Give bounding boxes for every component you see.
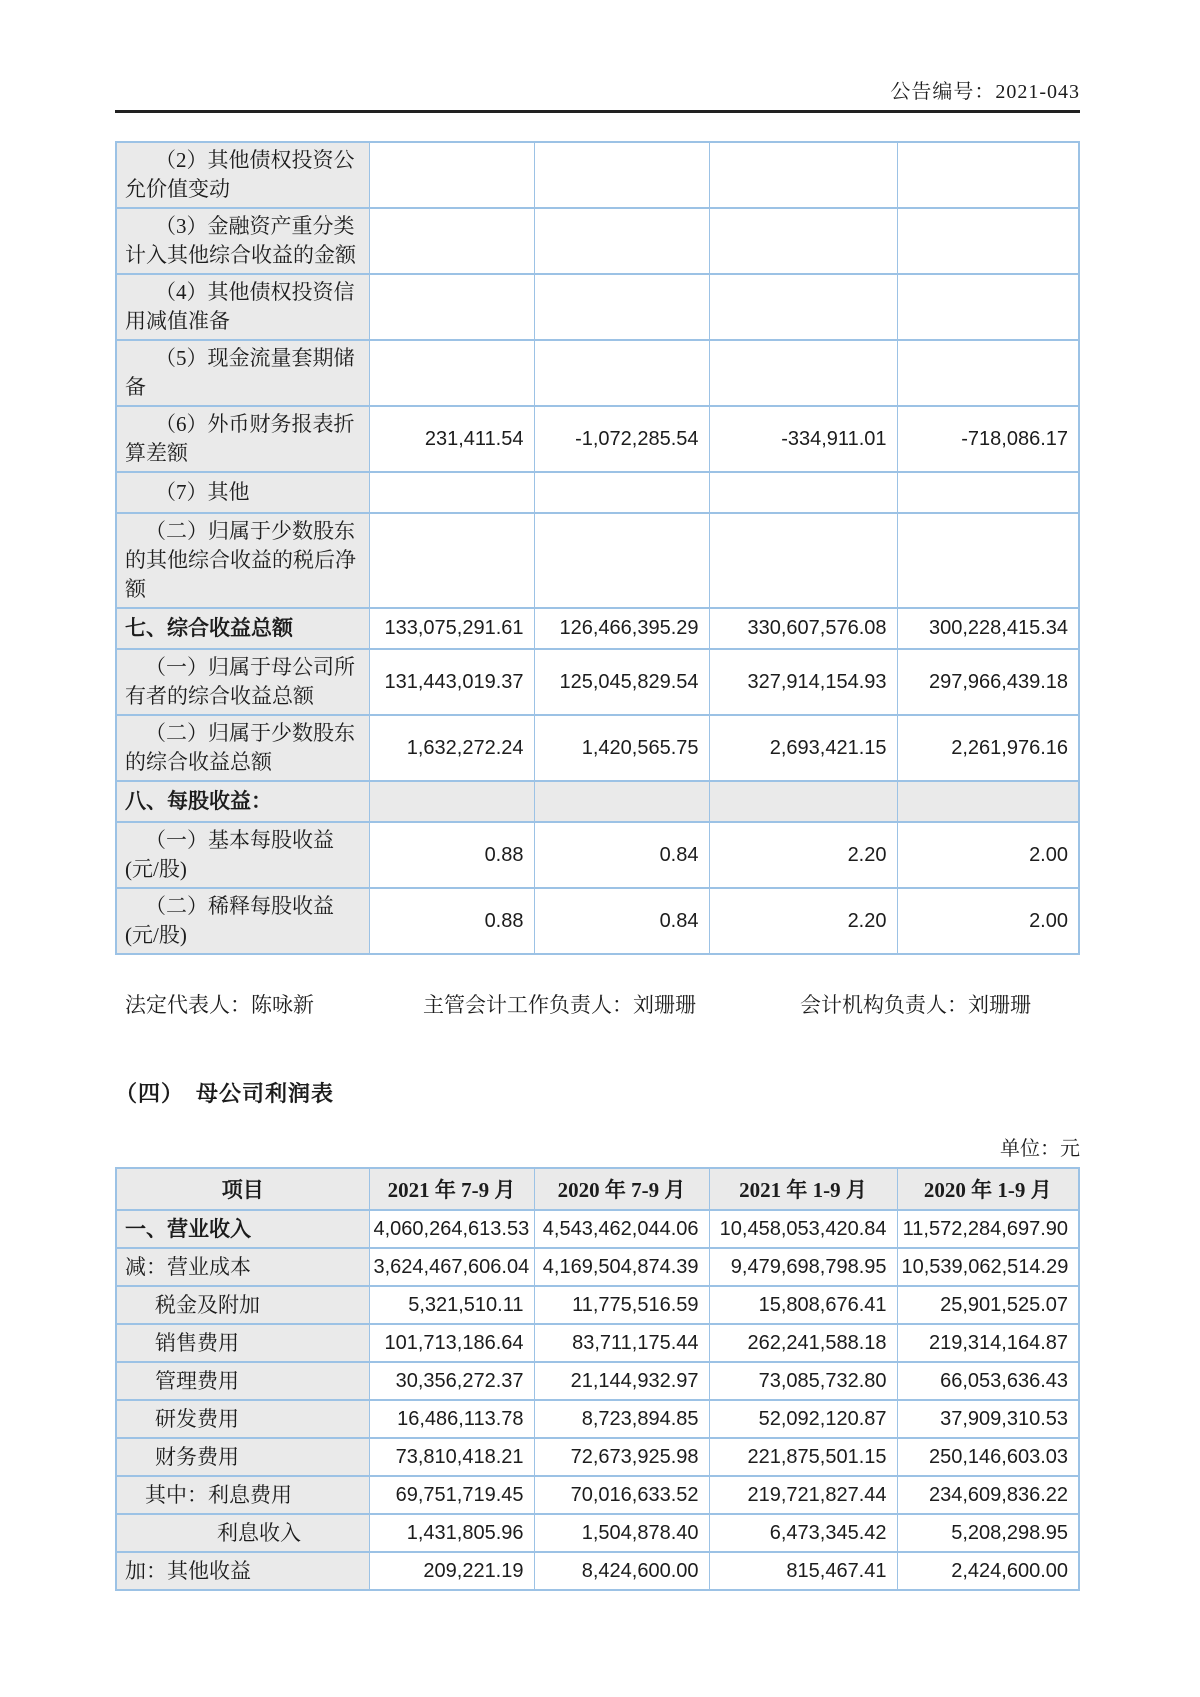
cell-value: 2,261,976.16 <box>897 715 1079 781</box>
signature-line <box>115 989 1080 1017</box>
row-label: 研发费用 <box>116 1400 369 1438</box>
cell-value: 2.20 <box>709 822 897 888</box>
cell-value <box>534 781 709 822</box>
cell-value <box>369 142 534 208</box>
parent-income-table <box>115 1167 1080 1591</box>
cell-value <box>897 513 1079 608</box>
cell-value: 10,539,062,514.29 <box>897 1248 1079 1286</box>
table-row <box>116 208 1079 274</box>
cell-value: 1,420,565.75 <box>534 715 709 781</box>
row-label: 销售费用 <box>116 1324 369 1362</box>
cell-value: 2,693,421.15 <box>709 715 897 781</box>
cell-value: 83,711,175.44 <box>534 1324 709 1362</box>
cell-value <box>534 208 709 274</box>
cell-value: 0.88 <box>369 888 534 954</box>
cell-value <box>369 208 534 274</box>
cell-value: 221,875,501.15 <box>709 1438 897 1476</box>
row-label: 减：营业成本 <box>116 1248 369 1286</box>
cell-value: 66,053,636.43 <box>897 1362 1079 1400</box>
cell-value: 2.00 <box>897 888 1079 954</box>
cell-value <box>709 208 897 274</box>
table-row <box>116 781 1079 822</box>
cell-value: 219,721,827.44 <box>709 1476 897 1514</box>
table-row <box>116 1210 1079 1248</box>
cell-value: 30,356,272.37 <box>369 1362 534 1400</box>
table-row <box>116 274 1079 340</box>
cell-value: -1,072,285.54 <box>534 406 709 472</box>
column-header: 项目 <box>116 1168 369 1210</box>
cell-value <box>369 781 534 822</box>
cell-value: 3,624,467,606.04 <box>369 1248 534 1286</box>
table-row <box>116 513 1079 608</box>
cell-value <box>534 513 709 608</box>
row-label: （7）其他 <box>116 472 369 513</box>
cell-value: 0.84 <box>534 888 709 954</box>
header-rule <box>115 110 1080 113</box>
table-row <box>116 715 1079 781</box>
accounting-org-head: 会计机构负责人：刘珊珊 <box>800 993 1031 1017</box>
table-row <box>116 1362 1079 1400</box>
cell-value <box>709 472 897 513</box>
cell-value <box>369 274 534 340</box>
cell-value: 10,458,053,420.84 <box>709 1210 897 1248</box>
cell-value: 73,085,732.80 <box>709 1362 897 1400</box>
cell-value: 2,424,600.00 <box>897 1552 1079 1590</box>
cell-value <box>897 208 1079 274</box>
table-row <box>116 406 1079 472</box>
cell-value <box>709 781 897 822</box>
row-label: 财务费用 <box>116 1438 369 1476</box>
table-row <box>116 1324 1079 1362</box>
legal-representative: 法定代表人：陈咏新 <box>125 993 314 1017</box>
cell-value <box>709 513 897 608</box>
cell-value: 4,060,264,613.53 <box>369 1210 534 1248</box>
row-label: 税金及附加 <box>116 1286 369 1324</box>
cell-value: 5,321,510.11 <box>369 1286 534 1324</box>
cell-value: 11,572,284,697.90 <box>897 1210 1079 1248</box>
cell-value: 0.84 <box>534 822 709 888</box>
table-row <box>116 1248 1079 1286</box>
cell-value <box>534 340 709 406</box>
cell-value: 297,966,439.18 <box>897 649 1079 715</box>
table-row <box>116 142 1079 208</box>
cell-value: -718,086.17 <box>897 406 1079 472</box>
cell-value <box>709 274 897 340</box>
table-row <box>116 1400 1079 1438</box>
cell-value: 209,221.19 <box>369 1552 534 1590</box>
cell-value: 1,431,805.96 <box>369 1514 534 1552</box>
cell-value: 219,314,164.87 <box>897 1324 1079 1362</box>
cell-value <box>709 340 897 406</box>
table-row <box>116 822 1079 888</box>
row-label: （二）归属于少数股东的综合收益总额 <box>116 715 369 781</box>
cell-value: 70,016,633.52 <box>534 1476 709 1514</box>
column-header: 2020 年 7-9 月 <box>534 1168 709 1210</box>
cell-value: 300,228,415.34 <box>897 608 1079 649</box>
row-label: 一、营业收入 <box>116 1210 369 1248</box>
cell-value <box>369 472 534 513</box>
cell-value: 0.88 <box>369 822 534 888</box>
cell-value: 101,713,186.64 <box>369 1324 534 1362</box>
cell-value: 2.00 <box>897 822 1079 888</box>
cell-value: 125,045,829.54 <box>534 649 709 715</box>
cell-value: 11,775,516.59 <box>534 1286 709 1324</box>
cell-value <box>897 142 1079 208</box>
comprehensive-income-table <box>115 141 1080 955</box>
cell-value: 131,443,019.37 <box>369 649 534 715</box>
cell-value: 327,914,154.93 <box>709 649 897 715</box>
cell-value <box>369 340 534 406</box>
table-row <box>116 888 1079 954</box>
table-row <box>116 1476 1079 1514</box>
column-header: 2021 年 7-9 月 <box>369 1168 534 1210</box>
row-label: （一）基本每股收益(元/股) <box>116 822 369 888</box>
cell-value: 815,467.41 <box>709 1552 897 1590</box>
row-label: 利息收入 <box>116 1514 369 1552</box>
cell-value: 330,607,576.08 <box>709 608 897 649</box>
cell-value: 4,169,504,874.39 <box>534 1248 709 1286</box>
table-row <box>116 1286 1079 1324</box>
row-label: （5）现金流量套期储备 <box>116 340 369 406</box>
row-label: 管理费用 <box>116 1362 369 1400</box>
cell-value: 69,751,719.45 <box>369 1476 534 1514</box>
section-title: （四） 母公司利润表 <box>115 1081 335 1106</box>
row-label: 八、每股收益： <box>116 781 369 822</box>
cell-value <box>534 472 709 513</box>
column-header: 2020 年 1-9 月 <box>897 1168 1079 1210</box>
cell-value: 126,466,395.29 <box>534 608 709 649</box>
table-row <box>116 472 1079 513</box>
table-row <box>116 1552 1079 1590</box>
cell-value: 52,092,120.87 <box>709 1400 897 1438</box>
cell-value: 37,909,310.53 <box>897 1400 1079 1438</box>
cell-value <box>534 142 709 208</box>
row-label: （二）稀释每股收益(元/股) <box>116 888 369 954</box>
unit-label: 单位：元 <box>1000 1138 1080 1160</box>
row-label: （4）其他债权投资信用减值准备 <box>116 274 369 340</box>
column-header: 2021 年 1-9 月 <box>709 1168 897 1210</box>
cell-value <box>369 513 534 608</box>
row-label: 其中：利息费用 <box>116 1476 369 1514</box>
header-row <box>116 1168 1079 1210</box>
announcement-number: 公告编号：2021-043 <box>890 81 1080 103</box>
row-label: （2）其他债权投资公允价值变动 <box>116 142 369 208</box>
cell-value: 1,504,878.40 <box>534 1514 709 1552</box>
cell-value <box>534 274 709 340</box>
row-label: （一）归属于母公司所有者的综合收益总额 <box>116 649 369 715</box>
cell-value: 6,473,345.42 <box>709 1514 897 1552</box>
cell-value <box>897 472 1079 513</box>
cell-value: -334,911.01 <box>709 406 897 472</box>
cell-value: 16,486,113.78 <box>369 1400 534 1438</box>
row-label: （3）金融资产重分类计入其他综合收益的金额 <box>116 208 369 274</box>
table-row <box>116 1514 1079 1552</box>
cell-value: 5,208,298.95 <box>897 1514 1079 1552</box>
cell-value: 133,075,291.61 <box>369 608 534 649</box>
cell-value: 2.20 <box>709 888 897 954</box>
cell-value: 15,808,676.41 <box>709 1286 897 1324</box>
cell-value: 72,673,925.98 <box>534 1438 709 1476</box>
row-label: 加：其他收益 <box>116 1552 369 1590</box>
table-row <box>116 649 1079 715</box>
cell-value: 262,241,588.18 <box>709 1324 897 1362</box>
cell-value <box>897 274 1079 340</box>
row-label: （二）归属于少数股东的其他综合收益的税后净额 <box>116 513 369 608</box>
cell-value <box>897 781 1079 822</box>
cell-value: 21,144,932.97 <box>534 1362 709 1400</box>
cell-value: 250,146,603.03 <box>897 1438 1079 1476</box>
cell-value: 8,723,894.85 <box>534 1400 709 1438</box>
page-content <box>115 0 1080 1591</box>
cell-value <box>709 142 897 208</box>
table-row <box>116 608 1079 649</box>
cell-value: 231,411.54 <box>369 406 534 472</box>
cell-value: 1,632,272.24 <box>369 715 534 781</box>
cell-value: 8,424,600.00 <box>534 1552 709 1590</box>
cell-value: 4,543,462,044.06 <box>534 1210 709 1248</box>
table-row <box>116 340 1079 406</box>
cell-value: 234,609,836.22 <box>897 1476 1079 1514</box>
accounting-head: 主管会计工作负责人：刘珊珊 <box>423 993 696 1017</box>
row-label: （6）外币财务报表折算差额 <box>116 406 369 472</box>
cell-value: 73,810,418.21 <box>369 1438 534 1476</box>
cell-value <box>897 340 1079 406</box>
cell-value: 25,901,525.07 <box>897 1286 1079 1324</box>
cell-value: 9,479,698,798.95 <box>709 1248 897 1286</box>
table-row <box>116 1438 1079 1476</box>
row-label: 七、综合收益总额 <box>116 608 369 649</box>
